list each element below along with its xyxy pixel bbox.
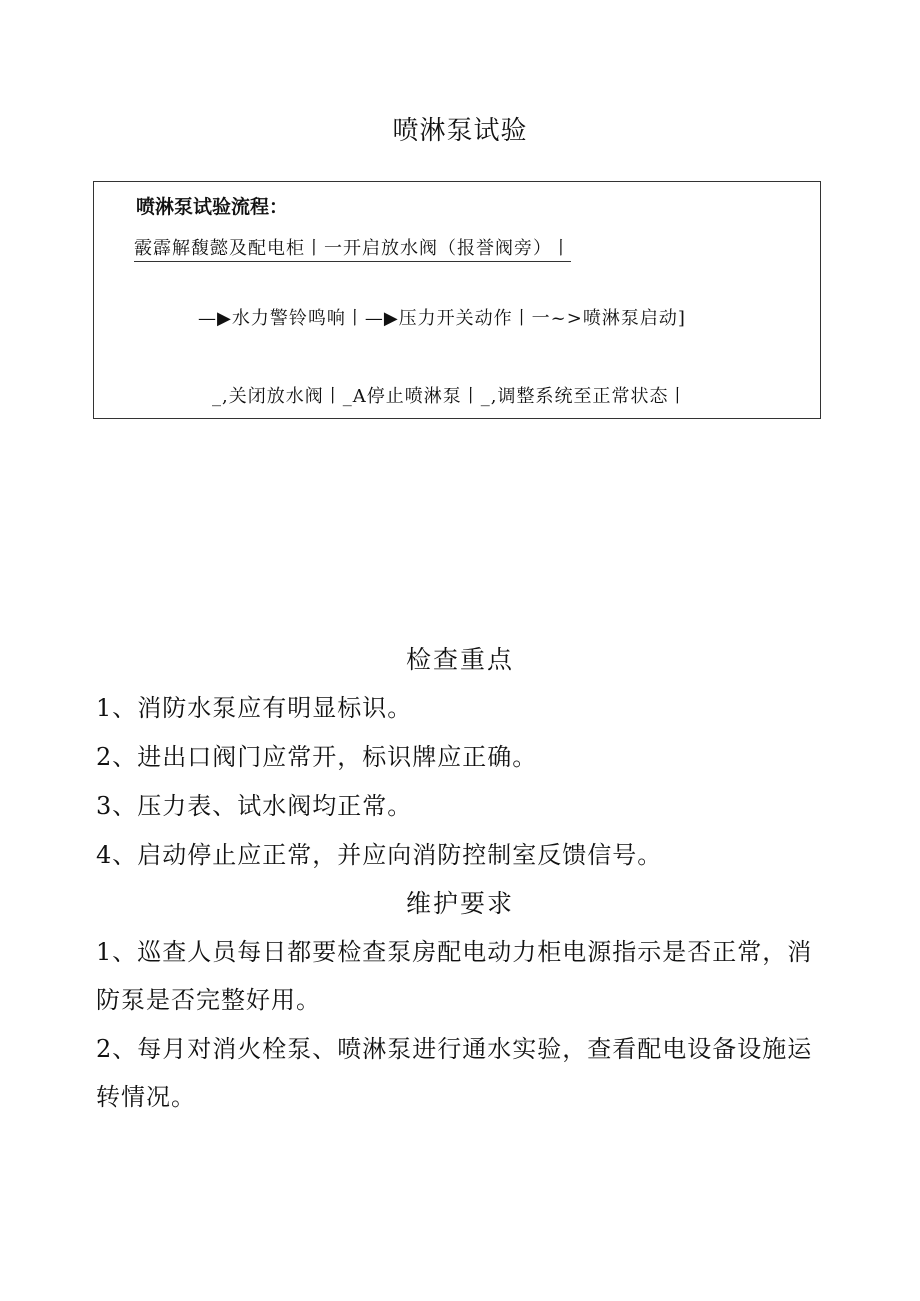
flow-line-1: 霰霹解馥懿及配电柜丨一开启放水阀（报誉阀旁）丨 <box>134 234 571 262</box>
inspection-item-1: 1、消防水泵应有明显标识。 <box>96 694 413 722</box>
inspection-item-3: 3、压力表、试水阀均正常。 <box>96 792 413 820</box>
flow-heading: 喷淋泵试验流程： <box>136 196 289 218</box>
maintenance-item-1: 1、巡查人员每日都要检查泵房配电动力柜电源指示是否正常，消防泵是否完整好用。 <box>96 938 813 1014</box>
maintenance-heading: 维护要求 <box>405 889 514 918</box>
inspection-item-2: 2、进出口阀门应常开，标识牌应正确。 <box>96 743 538 771</box>
inspection-heading: 检查重点 <box>405 645 514 674</box>
flow-line-2: —▶水力警铃鸣响丨—▶压力开关动作丨一~>喷淋泵启动] <box>198 308 686 329</box>
flow-line-3: _,关闭放水阀丨_A停止喷淋泵丨_,调整系统至正常状态丨 <box>212 386 688 407</box>
flow-box <box>93 181 821 419</box>
page-title: 喷淋泵试验 <box>392 116 528 146</box>
maintenance-item-2: 2、每月对消火栓泵、喷淋泵进行通水实验，查看配电设备设施运转情况。 <box>96 1035 813 1111</box>
inspection-item-4: 4、启动停止应正常，并应向消防控制室反馈信号。 <box>96 841 663 869</box>
